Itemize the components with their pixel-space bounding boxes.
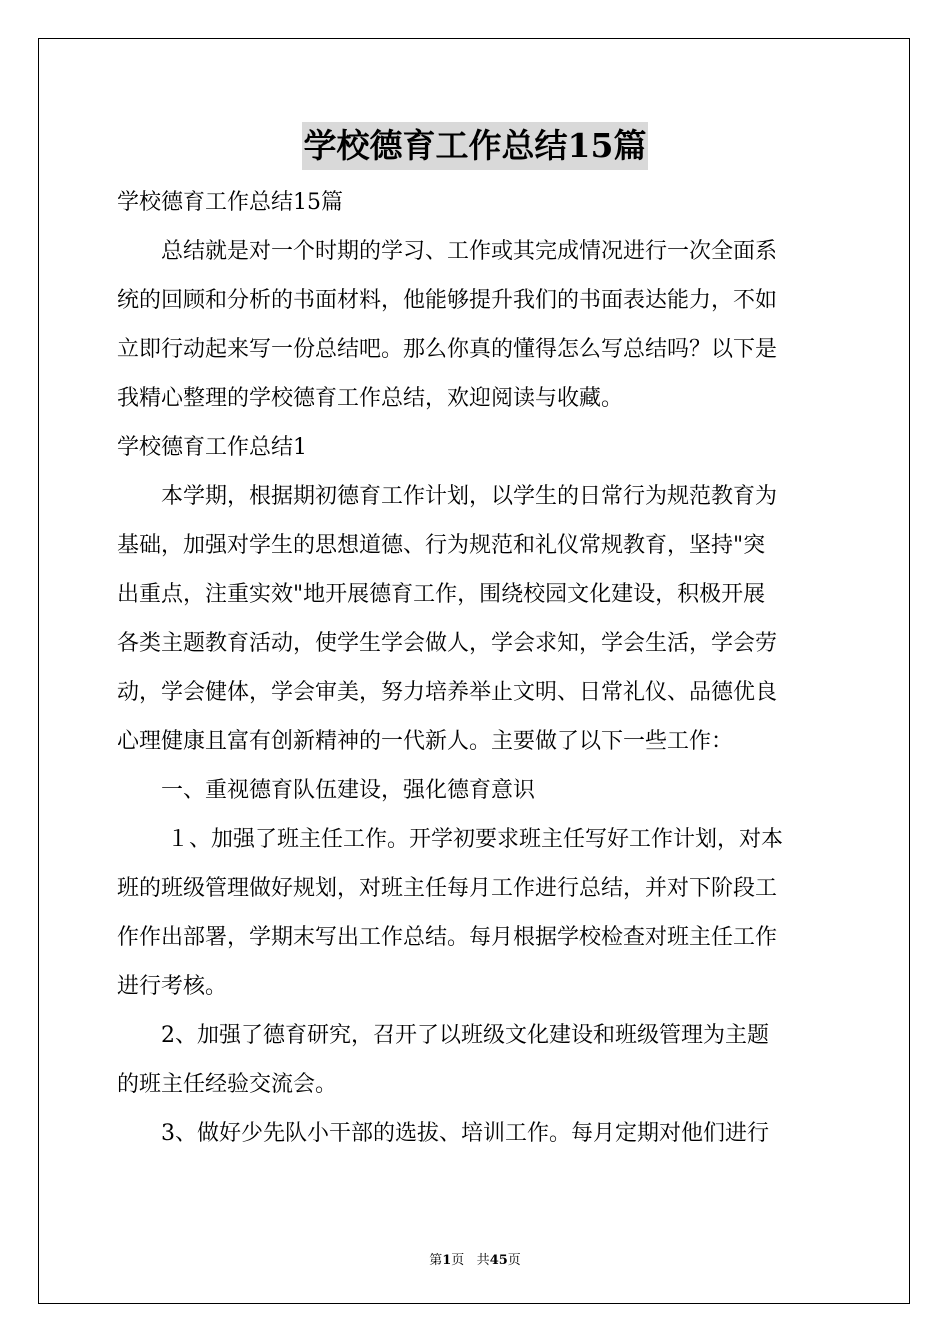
total-prefix: 共 — [476, 1253, 490, 1268]
document-body — [117, 178, 833, 1158]
page-footer — [0, 1249, 950, 1268]
paragraph-line: 出重点，注重实效"地开展德育工作，围绕校园文化建设，积极开展 — [117, 582, 766, 607]
paragraph-line: 进行考核。 — [117, 974, 228, 999]
paragraph-line: 各类主题教育活动，使学生学会做人，学会求知，学会生活，学会劳 — [117, 631, 778, 656]
paragraph-line: 的班主任经验交流会。 — [117, 1072, 338, 1097]
paragraph-line: 2、加强了德育研究，召开了以班级文化建设和班级管理为主题 — [161, 1023, 769, 1048]
paragraph-line: 总结就是对一个时期的学习、工作或其完成情况进行一次全面系 — [161, 239, 778, 264]
paragraph-line: 统的回顾和分析的书面材料，他能够提升我们的书面表达能力，不如 — [117, 288, 778, 313]
title-container — [0, 122, 950, 170]
paragraph-line: 本学期，根据期初德育工作计划，以学生的日常行为规范教育为 — [161, 484, 778, 509]
paragraph-line: 班的班级管理做好规划，对班主任每月工作进行总结，并对下阶段工 — [117, 876, 778, 901]
paragraph-line: 动，学会健体，学会审美，努力培养举止文明、日常礼仪、品德优良 — [117, 680, 778, 705]
page-title: 学校德育工作总结15篇 — [302, 122, 649, 170]
total-pages: 45 — [489, 1253, 508, 1268]
paragraph-line: １、加强了班主任工作。开学初要求班主任写好工作计划，对本 — [167, 827, 784, 852]
page-suffix: 页 — [451, 1253, 465, 1268]
paragraph-line: 心理健康且富有创新精神的一代新人。主要做了以下一些工作： — [117, 729, 734, 754]
paragraph-line: 立即行动起来写一份总结吧。那么你真的懂得怎么写总结吗？以下是 — [117, 337, 778, 362]
paragraph-line: 基础，加强对学生的思想道德、行为规范和礼仪常规教育，坚持"突 — [117, 533, 766, 558]
page-prefix: 第 — [429, 1253, 443, 1268]
paragraph-line: 作作出部署，学期末写出工作总结。每月根据学校检查对班主任工作 — [117, 925, 778, 950]
subtitle-line: 学校德育工作总结15篇 — [117, 190, 343, 215]
page-number: 1 — [442, 1253, 452, 1268]
total-suffix: 页 — [507, 1253, 521, 1268]
paragraph-line: 3、做好少先队小干部的选拔、培训工作。每月定期对他们进行 — [161, 1121, 769, 1146]
section-heading: 学校德育工作总结1 — [117, 435, 307, 460]
subsection-heading: 一、重视德育队伍建设，强化德育意识 — [161, 778, 536, 803]
paragraph-line: 我精心整理的学校德育工作总结，欢迎阅读与收藏。 — [117, 386, 624, 411]
